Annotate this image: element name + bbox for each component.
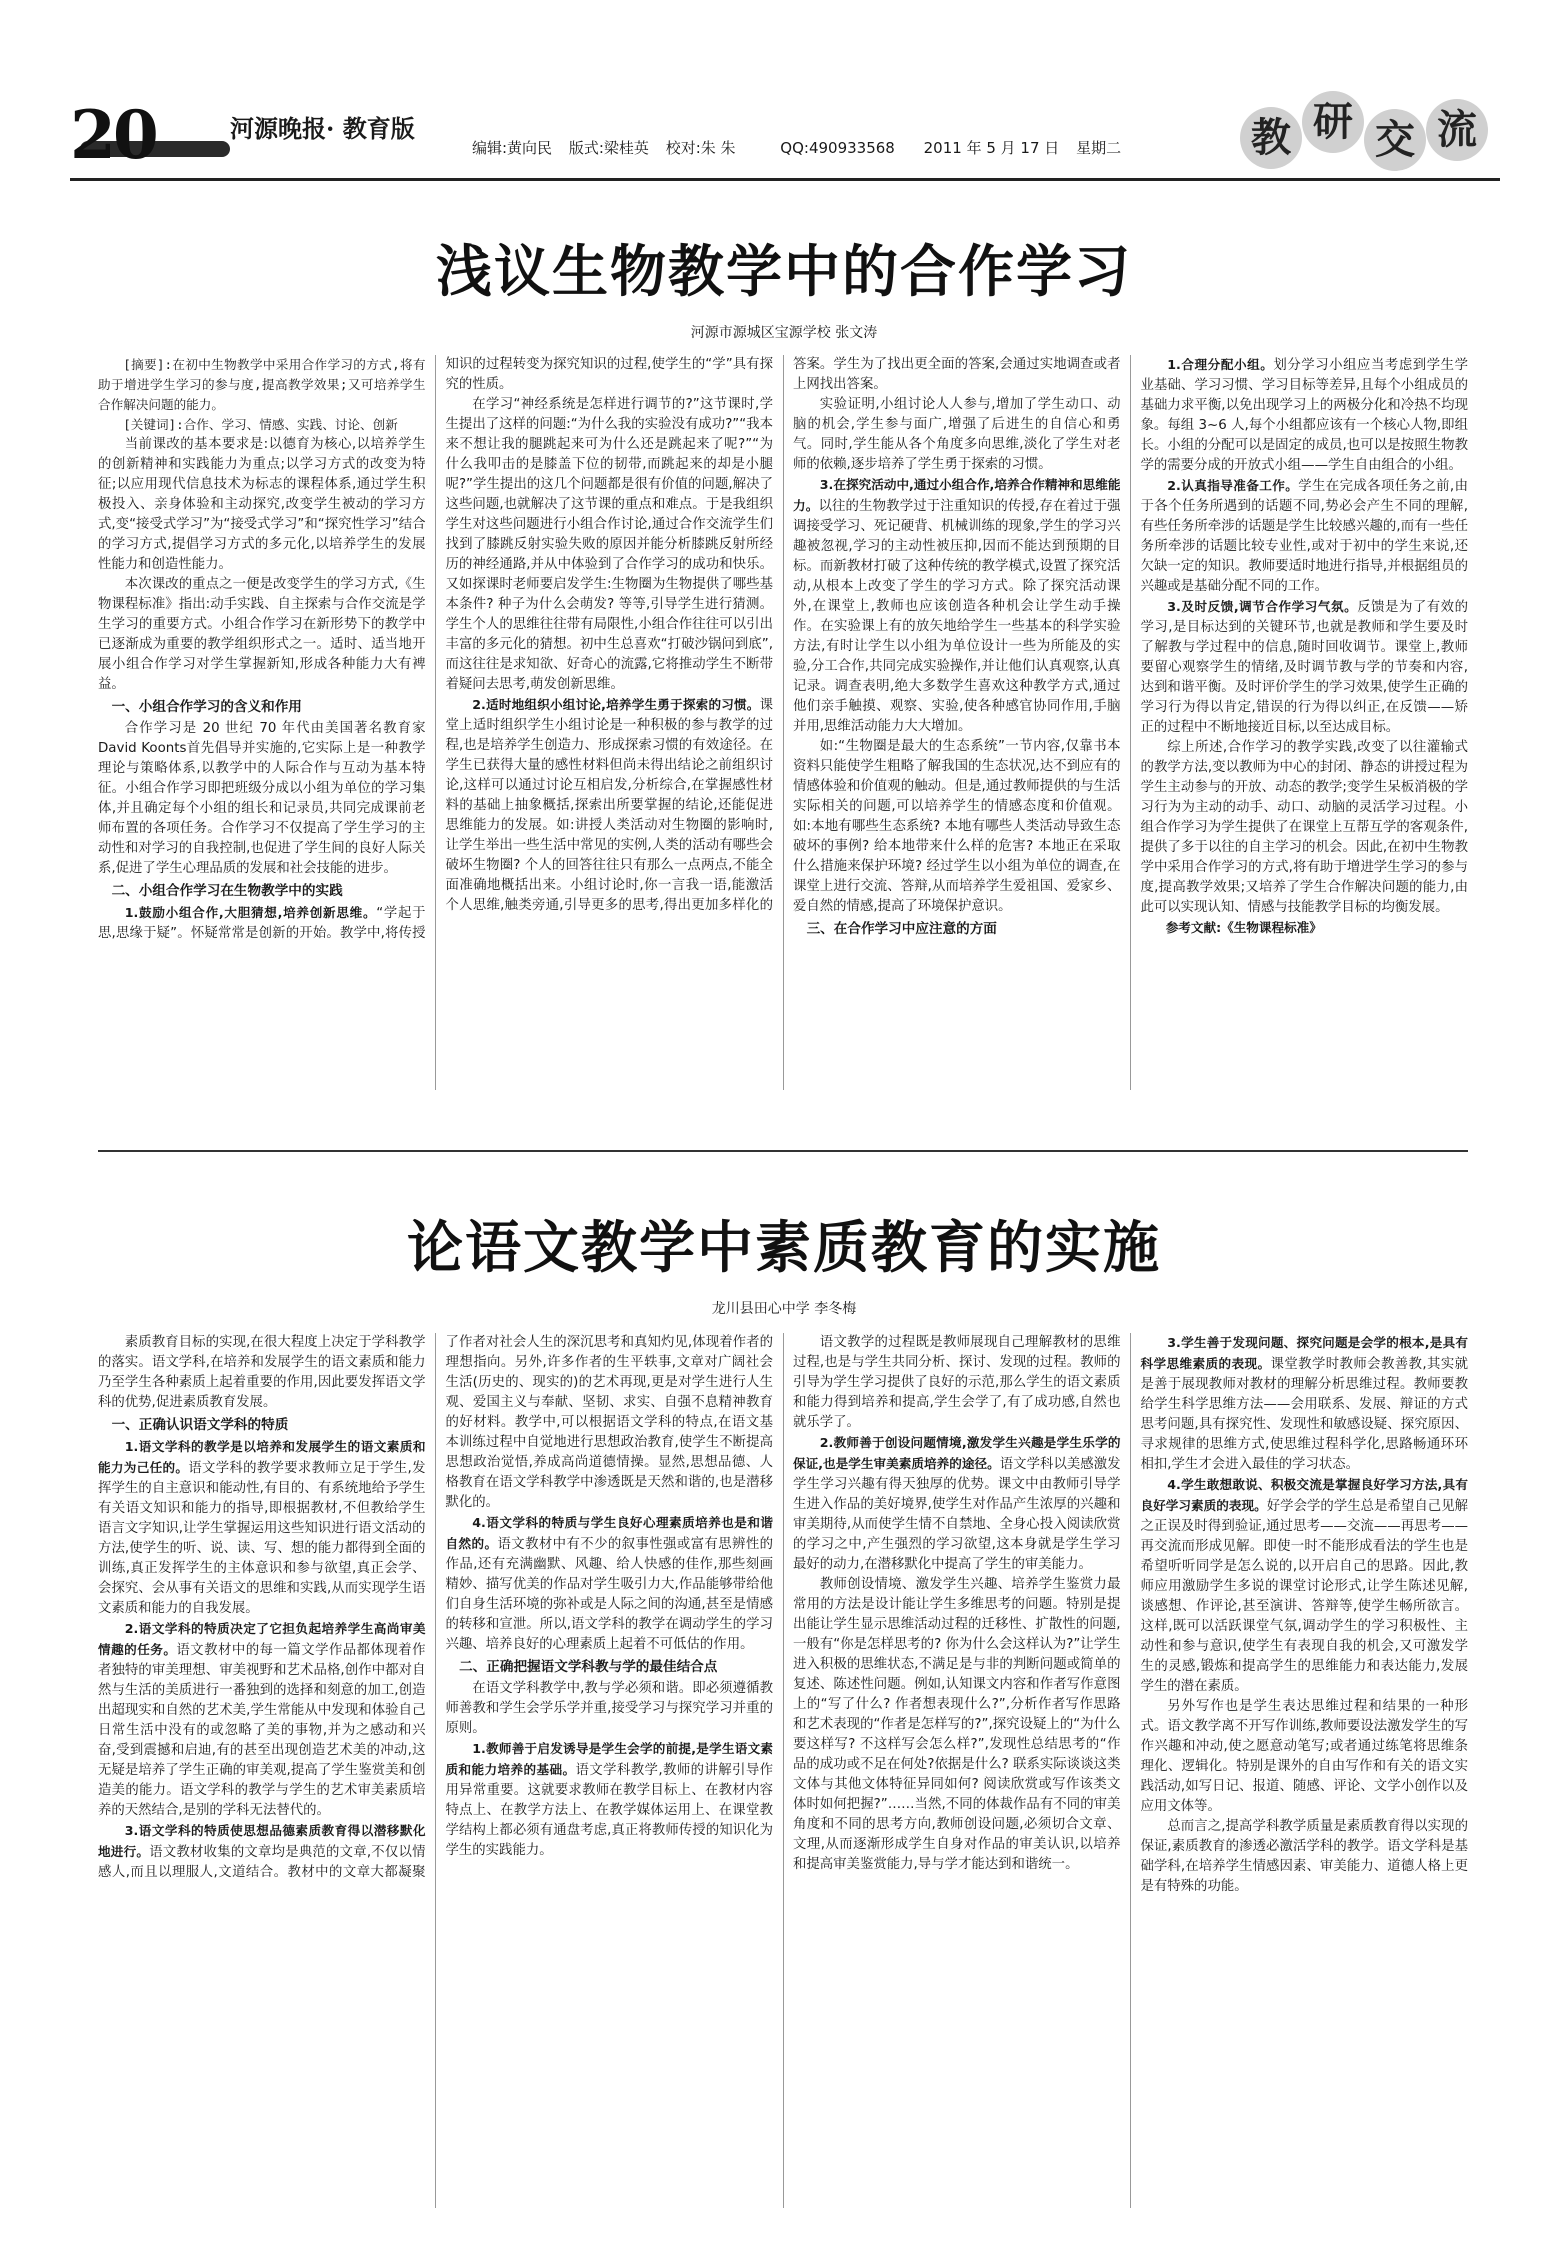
paragraph: 总而言之,提高学科教学质量是素质教育得以实现的保证,素质教育的渗透必激活学科的教学。语文学科是基础学科,在培养学生情感因素、审美能力、道德人格上更是有特殊的功能。 [1140,1819,1468,1894]
subheading: 2.教师善于创设问题情境,激发学生兴趣是学生乐学的保证,也是学生审美素质培养的途径。 [793,1435,1121,1471]
article1-byline: 河源市源城区宝源学校 张文涛 [690,325,878,341]
layout-editor: 版式:梁桂英 [568,139,649,157]
weekday: 星期二 [1076,139,1122,157]
paragraph: 学生在完成各项任务之前,由于各个任务所遇到的话题不同,势必会产生不同的理解,有些任务所牵涉的话题是学生比较感兴趣的,而有一些任务所牵涉的话题比较专业性,或对于初中的学生来说,还欠缺一定的知识。教师要适时地进行指导,并根据组员的兴趣或是基础分配不同的工作。 [1140,479,1468,594]
paragraph: 课堂上适时组织学生小组讨论是一种积极的参与教学的过程,也是培养学生创造力、形成探索习惯的有效途径。在学生已获得大量的感性材料但尚未得出结论之前组织讨论,这样可以通过讨论互相启发,分析综合,在掌握感性材料的基础上抽象概括,探索出所要掌握的结论,还能促进思维能力的发展。如:讲授人类活动对生物圈的影响时,让学生举出一些生活中常见的实例,人类的活动有哪些会破坏生物圈? 个人的回答往往只有那么一点两点,不能全面准确地概括出来。小组讨论时,你一言我一语,能激活个人思维,触类旁通,引导更多的思考,得出更加多样化的答案。学生为了找出更全面的答案,会通过实地调查或者上网找出答案。 [445,357,1121,913]
article2-title: 论语文教学中素质教育的实施 [407,1216,1161,1281]
paragraph: 以往的生物教学过于注重知识的传授,存在着过于强调接受学习、死记硬背、机械训练的现象,学生的学习兴趣被忽视,学习的主动性被压抑,因而不能达到预期的目标。而新教材打破了这种传统的教学模式,设置了探究活动,从根本上改变了学生的学习方式。除了探究活动课外,在课堂上,教师也应该创造各种机会让学生动手操作。在实验课上有的放矢地给学生一些基本的科学实验方法,有时让学生以小组为单位设计一些为所能及的实验,分工合作,共同完成实验操作,并让他们认真观察,认真记录。调查表明,绝大多数学生喜欢这种教学方式,通过他们亲手触摸、观察、实验,使各种感官协同作用,手脑并用,思维活动能力大大增加。 [793,499,1121,734]
paragraph: 实验证明,小组讨论人人参与,增加了学生动口、动脑的机会,学生参与面广,增强了后进生的自信心和勇气。同时,学生能从各个角度多向思维,淡化了学生对老师的依赖,逐步培养了学生勇于探索的习惯。 [793,397,1121,472]
paragraph: 课堂教学时教师会教善教,其实就是善于展现教师对教材的理解分析思维过程。教师要教给学生科学思维方法——会用联系、发展、辩证的方式思考问题,具有探究性、发现性和敏感设疑、探究原因、寻求规律的思维方式,使思维过程科学化,思路畅通环环相扣,学生才会进入最佳的学习状态。 [1140,1357,1468,1472]
paper-name: 河源晚报 [230,114,326,143]
paragraph: 语文学科教学,教师的讲解引导作用异常重要。这就要求教师在教学目标上、在教材内容特点上、在教学方法上、在教学媒体运用上、在课堂教学结构上都必须有通盘考虑,真正将教师传授的知识化为学生的实践能力。 [445,1763,774,1858]
subheading: 3.在探究活动中,通过小组合作,培养合作精神和思维能力。 [793,477,1121,513]
subheading: 2.适时地组织小组讨论,培养学生勇于探索的习惯。 [472,697,760,712]
qq-number: QQ:490933568 [780,139,895,157]
paragraph: 在语文学科教学中,教与学必须和谐。即必须遵循教师善教和学生会学乐学并重,接受学习与探究学习并重的原则。 [445,1681,773,1736]
edition-info [472,137,1133,158]
article-separator [98,1150,1468,1152]
editor: 编辑:黄向民 [472,139,553,157]
section-heading: 一、正确认识语文学科的特质 [111,1417,289,1433]
subheading: 1.合理分配小组。 [1167,357,1274,372]
paragraph: 语文学科以美感激发学生学习兴趣有得天独厚的优势。课文中由教师引导学生进入作品的美好境界,使学生对作品产生浓厚的兴趣和审美期待,从而使学生情不自禁地、全身心投入阅读欣赏的学习之中,产生强烈的学习欲望,这本身就是学生学习最好的动力,在潜移默化中提高了学生的审美能力。 [793,1457,1121,1572]
paragraph: 语文教材中有不少的叙事性强或富有思辨性的作品,还有充满幽默、风趣、给人快感的佳作,那些刻画精妙、描写优美的作品对学生吸引力大,作品能够带给他们自身生活环境的弥补或是人际之间的沟通,甚至是情感的转移和宣泄。所以,语文学科的教学在调动学生的学习兴趣、培养良好的心理素质上起着不可低估的作用。 [445,1537,774,1652]
subheading: 2.语文学科的特质决定了它担负起培养学生高尚审美情趣的任务。 [98,1621,426,1657]
section-heading: 二、小组合作学习在生物教学中的实践 [111,883,343,899]
subheading: 1.鼓励小组合作,大胆猜想,培养创新思维。 [124,905,377,920]
masthead-rule [70,178,1500,181]
section-heading: 三、在合作学习中应注意的方面 [806,921,997,937]
column-logo [1240,95,1500,175]
section-heading: 二、正确把握语文学科教与学的最佳结合点 [459,1659,718,1675]
article2-body [98,1333,1468,2208]
article1-title: 浅议生物教学中的合作学习 [436,240,1132,305]
article2-byline: 龙川县田心中学 李冬梅 [711,1301,857,1317]
paper-logo [230,109,415,144]
column-char-4: 流 [1426,99,1488,161]
paragraph: 在学习“神经系统是怎样进行调节的?”这节课时,学生提出了这样的问题:“为什么我的实验没有成功?”“我本来不想让我的腿跳起来可为什么还是跳起来了呢?”“为什么我叩击的是膝盖下位的韧带,而跳起来的却是小腿呢?”学生提出的这几个问题都是很有价值的问题,解决了这些问题,也就解决了这节课的重点和难点。于是我组织学生对这些问题进行小组合作讨论,通过合作交流学生们找到了膝跳反射实验失败的原因并能分析膝跳反射所经历的神经通路,并从中体验到了合作学习的成功和快乐。又如探课时老师要启发学生:生物圈为生物提供了哪些基本条件? 种子为什么会萌发? 等等,引导学生进行猜测。学生个人的思维往往带有局限性,小组合作往往可以引出丰富的多元化的猜想。初中生总喜欢“打破沙锅问到底”,而这往往是求知欲、好奇心的流露,它将推动学生不断带着疑问去思考,萌发创新思维。 [445,397,773,692]
subheading: 4.语文学科的特质与学生良好心理素质培养也是和谐自然的。 [445,1515,773,1551]
column-char-3: 交 [1364,109,1426,171]
article1-keywords: [关键词]:合作、学习、情感、实践、讨论、创新 [123,417,398,432]
subheading: 3.及时反馈,调节合作学习气氛。 [1167,599,1358,614]
paragraph: 好学会学的学生总是希望自己见解之正误及时得到验证,通过思考——交流——再思考——再交流而形成见解。即使一时不能形成看法的学生也是希望听听同学是怎么说的,以开启自己的思路。因此,教师应用激励学生多说的课堂讨论形式,让学生陈述见解,谈感想、作评论,甚至演讲、答辩等,使学生畅所欲言。这样,既可以活跃课堂气氛,调动学生的学习积极性、主动性和参与意识,使学生有表现自我的机会,又可激发学生的灵感,锻炼和提高学生的思维能力和表达能力,发展学生的潜在素质。 [1140,1499,1468,1694]
article1-body [98,355,1468,1090]
paragraph: 另外写作也是学生表达思维过程和结果的一种形式。语文教学离不开写作训练,教师要设法激发学生的写作兴趣和冲动,使之愿意动笔写;或者通过练笔将思维条理化、逻辑化。特别是课外的自由写作和有关的语文实践活动,如写日记、报道、随感、评论、文学小创作以及应用文体等。 [1140,1699,1468,1814]
paragraph: 合作学习是 20 世纪 70 年代由美国著名教育家David Koonts首先倡导并实施的,它实际上是一种教学理论与策略体系,以教学中的人际合作与互动为基本特征。小组合作学习即把班级分成以小组为单位的学习集体,并且确定每个小组的组长和记录员,共同完成课前老师布置的各项任务。合作学习不仅提高了学生学习的主动性和对学习的自我控制,也促进了学生间的良好人际关系,促进了学生心理品质的发展和社会技能的进步。 [98,721,426,876]
subheading: 2.认真指导准备工作。 [1167,478,1299,493]
subheading: 3.学生善于发现问题、探究问题是会学的根本,是具有科学思维素质的表现。 [1140,1335,1468,1371]
column-char-1: 教 [1240,107,1302,169]
paragraph: 语文教材收集的文章均是典范的文章,不仅以情感人,而且以理服人,文道结合。教材中的文章大都凝聚了作者对社会人生的深沉思考和真知灼见,体现着作者的理想指向。另外,许多作者的生平轶事,文章对广阔社会生活(历史的、现实的)的艺术再现,更是对学生进行人生观、爱国主义与奉献、坚韧、求实、自强不息精神教育的好材料。教学中,可以根据语文学科的特点,在语文基本训练过程中自觉地进行思想政治教育,使学生不断提高思想政治觉悟,养成高尚道德情操。显然,思想品德、人格教育在语文学科教学中渗透既是天然和谐的,也是潜移默化的。 [98,1335,773,1880]
paragraph: 当前课改的基本要求是:以德育为核心,以培养学生的创新精神和实践能力为重点;以学习方式的改变为特征;以应用现代信息技术为标志的课程体系,通过学生积极投入、亲身体验和主动探究,改变学生被动的学习方式,变“接受式学习”为“接受式学习”和“探究性学习”结合的学习方式,提倡学习方式的多元化,以培养学生的发展性能力和创造性能力。 [98,437,426,572]
paragraph: 划分学习小组应当考虑到学生学业基础、学习习惯、学习目标等差异,且每个小组成员的基础力求平衡,以免出现学习上的两极分化和冷热不均现象。每组 3~6 人,每个小组都应该有一个核心人物,即组长。小组的分配可以是固定的成员,也可以是按照生物教学的需要分成的开放式小组——学生自由组合的小组。 [1140,358,1468,473]
section-name: · 教育版 [326,114,415,143]
page-number: 20 [70,96,156,174]
paragraph: 语文教材中的每一篇文学作品都体现着作者独特的审美理想、审美视野和艺术品格,创作中都对自然与生活的美质进行一番独到的选择和刻意的加工,创造出超现实和自然的艺术美,学生常能从中发现和体验自己日常生活中没有的或忽略了美的事物,并为之感动和兴奋,受到震撼和启迪,有的甚至出现创造艺术美的冲动,这无疑是培养了学生正确的审美观,提高了学生鉴赏美和创造美的能力。语文学科的教学与学生的艺术审美素质培养的天然结合,是别的学科无法替代的。 [98,1643,426,1818]
article1-abstract: [摘要]:在初中生物教学中采用合作学习的方式,将有助于增进学生学习的参与度,提高教学效果;又可培养学生合作解决问题的能力。 [98,357,426,412]
paragraph: 教师创设情境、激发学生兴趣、培养学生鉴赏力最常用的方法是设计能让学生多维思考的问题。特别是提出能让学生显示思维活动过程的迁移性、扩散性的问题,一般有“你是怎样思考的? 你为什么会这样认为?”让学生进入积极的思维状态,不满足是与非的判断问题或简单的复述、陈述性问题。例如,认知课文内容和作者写作意图上的“写了什么? 作者想表现什么?”,分析作者写作思路和艺术表现的“作者是怎样写的?”,探究设疑上的“为什么要这样写? 不这样写会怎么样?”,发现性总结思考的“作品的成功或不足在何处?依据是什么? 联系实际谈谈这类文体与其他文体特征异同如何? 阅读欣赏或写作该类文体时如何把握?”……当然,不同的体裁作品有不同的审美角度和不同的思考方向,教师创设问题,必须切合文章、文理,从而逐渐形成学生自身对作品的审美认识,以培养和提高审美鉴赏能力,导与学才能达到和谐统一。 [793,1577,1121,1872]
paragraph: 语文教学的过程既是教师展现自己理解教材的思维过程,也是与学生共同分析、探讨、发现的过程。教师的引导为学生学习提供了良好的示范,那么学生的语文素质和能力得到培养和提高,学生会学了,有了成功感,自然也就乐学了。 [793,1335,1121,1430]
paragraph: 综上所述,合作学习的教学实践,改变了以往灌输式的教学方法,变以教师为中心的封闭、静态的讲授过程为学生主动参与的开放、动态的教学;变学生呆板消极的学习行为为主动的动手、动口、动脑的灵活学习过程。小组合作学习为学生提供了在课堂上互帮互学的客观条件,提供了多于以往的自主学习的机会。因此,在初中生物教学中采用合作学习的方式,将有助于增进学生学习的参与度,提高教学效果;又培养了学生合作解决问题的能力,由此可以实现认知、情感与技能教学目标的均衡发展。 [1140,740,1468,915]
subheading: 1.语文学科的教学是以培养和发展学生的语文素质和能力为己任的。 [98,1439,426,1475]
masthead [70,95,1500,175]
paragraph: 语文学科的教学要求教师立足于学生,发挥学生的自主意识和能动性,有目的、有系统地给予学生有关语文知识和能力的指导,即根据教材,不但教给学生语言文字知识,让学生掌握运用这些知识进行语文活动的方法,使学生的听、说、读、写、想的能力都得到全面的训练,真正发挥学生的主体意识和参与欲望,真正会学、会探究、会从事有关语文的思维和实践,从而实现学生语文素质和能力的自我发展。 [98,1461,426,1616]
paragraph: 本次课改的重点之一便是改变学生的学习方式,《生物课程标准》指出:动手实践、自主探索与合作交流是学生学习的重要方式。小组合作学习在新形势下的教学中已逐渐成为重要的教学组织形式之一。适时、适当地开展小组合作学习对学生掌握新知,形成各种能力大有裨益。 [98,577,426,692]
subheading: 4.学生敢想敢说、积极交流是掌握良好学习方法,具有良好学习素质的表现。 [1140,1477,1468,1513]
issue-date: 2011 年 5 月 17 日 [923,139,1060,157]
paragraph: 如:“生物圈是最大的生态系统”一节内容,仅靠书本资料只能使学生粗略了解我国的生态状况,达不到应有的情感体验和价值观的触动。但是,通过教师提供的与生活实际相关的问题,可以培养学生的情感态度和价值观。如:本地有哪些生态系统? 本地有哪些人类活动导致生态破坏的事例? 给本地带来什么样的危害? 本地正在采取什么措施来保护环境? 经过学生以小组为单位的调查,在课堂上进行交流、答辩,从而培养学生爱祖国、爱家乡、爱自然的情感,提高了环境保护意识。 [793,739,1121,914]
paragraph: 素质教育目标的实现,在很大程度上决定于学科教学的落实。语文学科,在培养和发展学生的语文素质和能力乃至学生各种素质上起着重要的作用,因此要发挥语文学科的优势,促进素质教育发展。 [98,1335,426,1410]
proofreader: 校对:朱 朱 [665,139,736,157]
column-char-2: 研 [1302,91,1364,153]
subheading: 1.教师善于启发诱导是学生会学的前提,是学生语文素质和能力培养的基础。 [445,1741,773,1777]
paragraph: “学起于思,思缘于疑”。怀疑常常是创新的开始。教学中,将传授知识的过程转变为探究知识的过程,使学生的“学”具有探究的性质。 [98,357,773,941]
section-heading: 一、小组合作学习的含义和作用 [111,699,302,715]
subheading: 3.语文学科的特质使思想品德素质教育得以潜移默化地进行。 [98,1823,426,1859]
paragraph: 反馈是为了有效的学习,是目标达到的关键环节,也就是教师和学生要及时了解教与学过程中的信息,随时回收调节。课堂上,教师要留心观察学生的情绪,及时调节教与学的节奏和内容,达到和谐平衡。及时评价学生的学习效果,使学生正确的学习行为得以肯定,错误的行为得以纠正,在反馈——矫正的过程中不断地接近目标,以至达成目标。 [1140,600,1468,735]
references: 参考文献:《生物课程标准》 [1165,920,1322,935]
